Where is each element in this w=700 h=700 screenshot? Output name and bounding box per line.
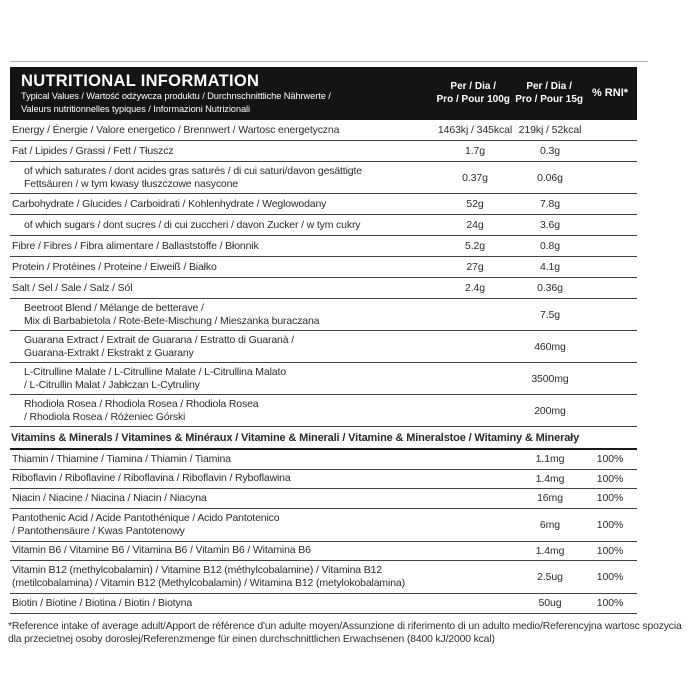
row-label: Protein / Protéines / Proteine / Eiweiß / Białko — [12, 260, 217, 273]
row-label: Rhodiola Rosea / Rhodiola Rosea / Rhodiola Rosea / Rhodiola Rosea / Różeniec Górski — [24, 397, 259, 423]
value-per-15g: 460mg — [534, 340, 566, 353]
value-per-15g: 4.1g — [539, 261, 561, 273]
row-label: Vitamin B6 / Vitamine B6 / Vitamina B6 / Vitamin B6 / Witamina B6 — [12, 544, 311, 557]
value-per-15g: 1.1mg — [535, 453, 565, 466]
value-rni-percent: 100% — [596, 453, 624, 466]
value-per-100g: 1463kj / 345kcal — [437, 124, 513, 136]
table-subtitle-line1: Typical Values / Wartość odżywcza produktu / Durchnschnittliche Nährwerte / — [21, 91, 331, 101]
top-divider-line — [10, 61, 648, 62]
nutrient-row — [10, 395, 637, 427]
value-per-15g: 3.6g — [539, 219, 561, 231]
row-label: Fat / Lipides / Grassi / Fett / Tłuszcz — [12, 144, 174, 157]
row-label: Riboflavin / Riboflavine / Riboflavina / Riboflavin / Ryboflawina — [12, 472, 291, 485]
value-per-100g: 0.37g — [462, 171, 488, 184]
value-rni-percent: 100% — [596, 492, 624, 505]
column-header-per-100g-line2: Pro / Pour 100g — [436, 93, 510, 105]
value-per-15g: 7.5g — [539, 308, 561, 321]
value-rni-percent: 100% — [596, 571, 624, 583]
value-per-15g: 219kj / 52kcal — [518, 124, 582, 136]
row-label: Vitamin B12 (methylcobalamin) / Vitamine B12 (méthylcobalamine) / Vitamina B12 (metilcobalamina) / Vitamin B12 (Methylcobalamin) / Witamina B12 (metylokobalamina) — [12, 564, 405, 589]
row-label: Guarana Extract / Extrait de Guarana / Estratto di Guaranà / Guarana-Extrakt / Ekstrakt z Guarany — [24, 333, 294, 359]
table-title: NUTRITIONAL INFORMATION — [21, 72, 260, 90]
vitamin-row — [10, 450, 637, 470]
row-label: Salt / Sel / Sale / Salz / Sól — [12, 281, 133, 294]
row-label: Carbohydrate / Glucides / Carboidrati / Kohlenhydrate / Weglowodany — [12, 197, 327, 210]
vitamin-row — [10, 594, 637, 614]
value-per-15g: 0.36g — [537, 282, 563, 294]
value-rni-percent: 100% — [596, 518, 624, 531]
table-header — [10, 67, 637, 120]
value-rni-percent: 100% — [596, 472, 624, 485]
nutrient-row — [10, 331, 637, 363]
nutrition-rows-section — [10, 120, 637, 427]
nutrition-table — [10, 67, 637, 614]
vitamin-row — [10, 542, 637, 562]
row-label: of which saturates / dont acides gras saturés / di cui saturi/davon gesättigte Fettsäuren / w tym kwasy tłuszczowe nasycone — [24, 164, 362, 190]
value-per-15g: 1.4mg — [535, 544, 565, 557]
column-header-per-15g — [515, 81, 583, 106]
row-label: Energy / Énergie / Valore energetico / Brennwert / Wartosc energetyczna — [12, 123, 340, 136]
nutrient-row — [10, 363, 637, 395]
value-rni-percent: 100% — [596, 544, 624, 557]
value-per-15g: 0.3g — [539, 145, 561, 157]
value-per-100g: 24g — [466, 219, 484, 231]
column-header-rni: % RNI* — [591, 87, 629, 100]
value-per-15g: 50ug — [538, 597, 562, 610]
value-per-15g: 16mg — [537, 492, 563, 505]
vitamin-rows-section — [10, 450, 637, 614]
vitamin-row — [10, 509, 637, 542]
column-header-per-100g-line1: Per / Dia / — [450, 81, 496, 92]
value-rni-percent: 100% — [596, 597, 624, 610]
value-per-100g: 27g — [466, 261, 484, 273]
row-label: Thiamin / Thiamine / Tiamina / Thiamin / Tiamina — [12, 452, 231, 465]
value-per-100g: 1.7g — [464, 145, 486, 157]
nutrient-row — [10, 299, 637, 331]
nutrient-row — [10, 257, 637, 278]
column-header-per-100g — [431, 81, 515, 106]
value-per-15g: 0.06g — [537, 171, 563, 184]
row-label: of which sugars / dont sucres / di cui zuccheri / davon Zucker / w tym cukry — [24, 218, 361, 231]
vitamin-row — [10, 561, 637, 594]
column-header-per-15g-line2: Pro / Pour 15g — [515, 93, 583, 105]
value-per-100g: 5.2g — [464, 240, 486, 252]
value-per-15g: 0.8g — [539, 240, 561, 252]
row-label: Beetroot Blend / Mélange de betterave / Mix di Barbabietola / Rote-Bete-Mischung / Mieszanka buraczana — [24, 301, 320, 327]
row-label: Biotin / Biotine / Biotina / Biotin / Biotyna — [12, 596, 193, 609]
reference-intake-footnote: *Reference intake of average adult/Apport de référence d'un adulte moyen/Assunzione di riferimento di un adulto medio/Referencyjna wartosc spozycia dla przecietnej osoby dorosłej/Referenzmenge für einen durchschnittlichen Erwachsenen (8400 kJ/2000 kcal) — [8, 620, 682, 645]
table-subtitle-line2: Valeurs nutritionnelles typiques / Informazioni Nutrizionali — [21, 103, 250, 114]
value-per-15g: 7.8g — [539, 198, 561, 210]
nutrient-row — [10, 141, 637, 162]
vitamins-section-header: Vitamins & Minerals / Vitamines & Minéraux / Vitamine & Minerali / Vitamine & Mineralstoe / Witaminy & Minerały — [10, 427, 637, 450]
row-label: L-Citrulline Malate / L-Citrulline Malate / L-Citrullina Malato / L-Citrullin Malat / Jabłczan L-Cytruliny — [24, 365, 286, 391]
value-per-100g: 2.4g — [464, 282, 486, 294]
nutrient-row — [10, 162, 637, 194]
row-label: Pantothenic Acid / Acide Pantothénique / Acido Pantotenico / Pantothensäure / Kwas Pantotenowy — [12, 511, 280, 537]
row-label: Niacin / Niacine / Niacina / Niacin / Niacyna — [12, 491, 207, 504]
nutrient-row — [10, 278, 637, 299]
nutrient-row — [10, 215, 637, 236]
nutrient-row — [10, 120, 637, 141]
vitamin-row — [10, 489, 637, 509]
nutrient-row — [10, 236, 637, 257]
value-per-100g: 52g — [466, 198, 484, 210]
value-per-15g: 3500mg — [531, 372, 569, 385]
value-per-15g: 200mg — [534, 404, 566, 417]
vitamin-row — [10, 470, 637, 490]
value-per-15g: 1.4mg — [535, 472, 565, 485]
table-header-titles — [10, 72, 431, 115]
nutrient-row — [10, 194, 637, 215]
value-per-15g: 2.5ug — [537, 571, 563, 583]
row-label: Fibre / Fibres / Fibra alimentare / Ballaststoffe / Błonnik — [12, 239, 259, 252]
column-header-per-15g-line1: Per / Dia / — [526, 81, 572, 92]
value-per-15g: 6mg — [539, 518, 561, 531]
